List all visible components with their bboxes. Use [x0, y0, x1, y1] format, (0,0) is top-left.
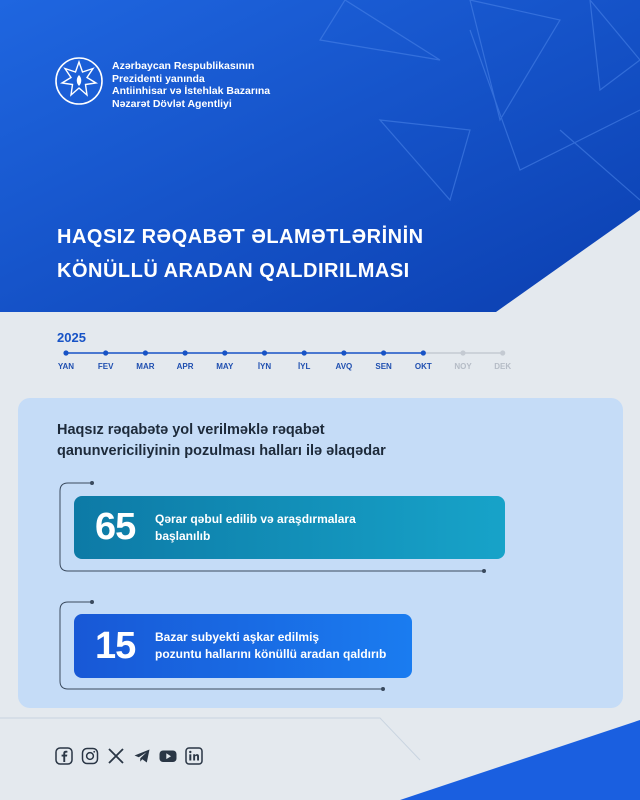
card-heading-line-1: Haqsız rəqabətə yol verilməklə rəqabət	[57, 422, 325, 438]
stat-description-line: Bazar subyekti aşkar edilmiş	[155, 630, 320, 644]
linkedin-icon[interactable]	[185, 747, 203, 765]
title-line-2: KÖNÜLLÜ ARADAN QALDIRILMASI	[57, 260, 410, 282]
organization-line: Antiinhisar və İstehlak Bazarına	[112, 85, 271, 97]
timeline-month-label: MAR	[136, 362, 155, 371]
x-icon[interactable]	[107, 747, 125, 765]
timeline-month-label: NOY	[454, 362, 472, 371]
stat-number: 65	[95, 506, 136, 548]
instagram-icon[interactable]	[81, 747, 99, 765]
title-line-1: HAQSIZ RƏQABƏT ƏLAMƏTLƏRİNİN	[57, 226, 424, 248]
timeline-month-label: OKT	[414, 362, 432, 371]
timeline-month-label: DEK	[494, 362, 512, 371]
stat-number: 15	[95, 624, 136, 667]
timeline-month-label: SEN	[375, 362, 392, 371]
stat-box-decisions	[74, 496, 505, 559]
timeline-month-label: APR	[176, 362, 194, 371]
timeline-month-label: MAY	[216, 362, 234, 371]
social-links	[55, 747, 203, 765]
stat-description-line: Qərar qəbul edilib və araşdırmalara	[155, 511, 356, 526]
stat-description	[155, 629, 386, 663]
timeline-year: 2025	[57, 330, 86, 345]
stat-box-voluntary-remedies	[74, 614, 412, 678]
organization-line: Azərbaycan Respublikasının	[112, 60, 255, 72]
stat-description-line: başlanılıb	[155, 528, 211, 543]
telegram-icon[interactable]	[133, 747, 151, 765]
stat-description	[155, 511, 356, 545]
card-heading-line-2: qanunvericiliyinin pozulması halları ilə əlaqədar	[57, 443, 386, 459]
timeline-month-label: YAN	[57, 362, 75, 371]
stat-description-line: pozuntu hallarını könüllü aradan qaldırıb	[155, 647, 387, 661]
organization-line: Prezidenti yanında	[112, 72, 205, 85]
timeline-month-label: AVQ	[335, 362, 353, 371]
timeline-month-label: İYL	[297, 362, 311, 371]
organization-line: Nəzarət Dövlət Agentliyi	[112, 97, 232, 110]
timeline-month-label: FEV	[97, 362, 114, 371]
timeline-month-label: İYN	[257, 362, 272, 371]
youtube-icon[interactable]	[159, 747, 177, 765]
facebook-icon[interactable]	[55, 747, 73, 765]
